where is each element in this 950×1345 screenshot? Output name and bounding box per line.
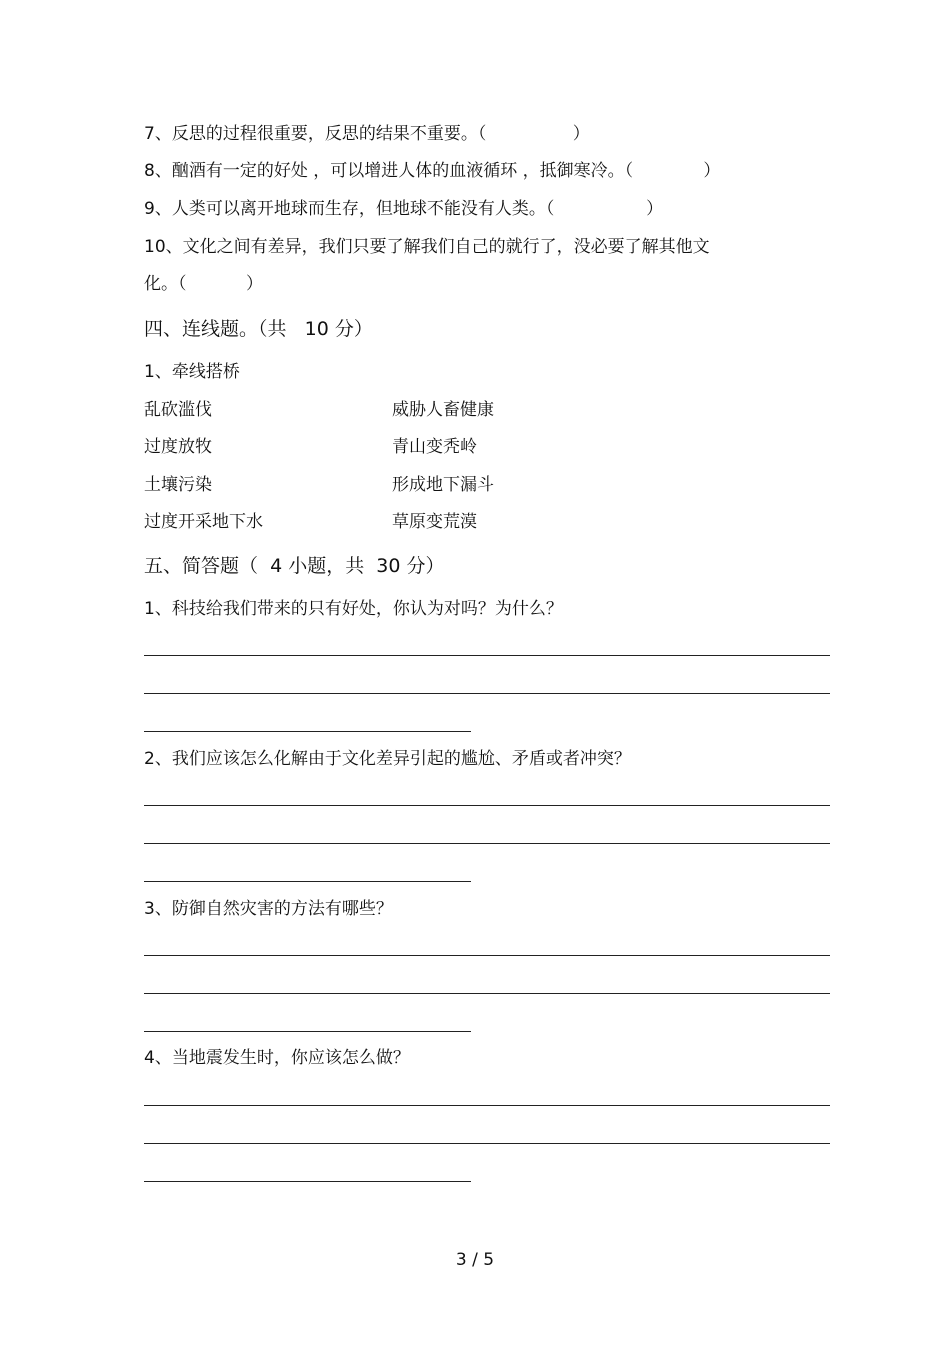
section5-title: 五、简答题（ 4 小题，共 30 分） [144,555,445,577]
section4-title: 四、连线题。（共 10 分） [144,318,373,340]
answer-line[interactable] [144,1105,830,1106]
match-left-item: 土壤污染 [144,475,212,495]
answer-line[interactable] [144,1181,471,1182]
match-right-item: 青山变秃岭 [392,437,477,457]
answer-line[interactable] [144,1031,471,1032]
answer-line[interactable] [144,993,830,994]
answer-line[interactable] [144,881,471,882]
answer-line[interactable] [144,805,830,806]
answer-line[interactable] [144,731,471,732]
short-answer-question: 2、我们应该怎么化解由于文化差异引起的尴尬、矛盾或者冲突？ [144,749,631,769]
match-left-item: 过度开采地下水 [144,512,263,532]
judgement-q7: 7、反思的过程很重要，反思的结果不重要。（ ） [144,124,590,144]
judgement-q10-line2: 化。（ ） [144,274,263,294]
match-left-item: 乱砍滥伐 [144,400,212,420]
match-left-item: 过度放牧 [144,437,212,457]
match-right-item: 威胁人畜健康 [392,400,494,420]
section4-q1-title: 1、牵线搭桥 [144,362,240,382]
judgement-q8: 8、酗酒有一定的好处 ，可以增进人体的血液循环 ，抵御寒冷。（ ） [144,161,721,181]
match-right-item: 形成地下漏斗 [392,475,494,495]
answer-line[interactable] [144,843,830,844]
short-answer-question: 4、当地震发生时，你应该怎么做？ [144,1048,410,1068]
answer-line[interactable] [144,655,830,656]
short-answer-question: 3、防御自然灾害的方法有哪些？ [144,899,393,919]
match-right-item: 草原变荒漠 [392,512,477,532]
answer-line[interactable] [144,955,830,956]
judgement-q9: 9、人类可以离开地球而生存，但地球不能没有人类。（ ） [144,199,664,219]
short-answer-question: 1、科技给我们带来的只有好处，你认为对吗？为什么？ [144,599,563,619]
answer-line[interactable] [144,693,830,694]
judgement-q10-line1: 10、文化之间有差异，我们只要了解我们自己的就行了，没必要了解其他文 [144,237,710,257]
page-number: 3 / 5 [455,1250,495,1270]
answer-line[interactable] [144,1143,830,1144]
